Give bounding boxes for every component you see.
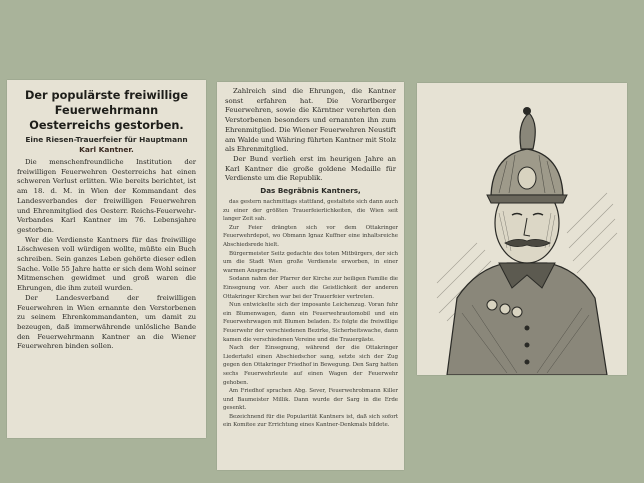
article-headline: Der populärste freiwillige Feuerwehrmann Oesterreichs gestorben. bbox=[25, 89, 188, 132]
article-small-paragraph: Sodann nahm der Pfarrer der Kirche zur heiligen Familie die Einsegnung vor. Aber auch die Geistlichkeit der anderen Ottakringer Kirchen war bei der Trauerfeier vertreten. bbox=[223, 276, 398, 300]
article-small-paragraph: Nun entwickelte sich der imposante Leichenzug. Voran fuhr ein Blumenwagen, dann ein Feuerwehrautomobil und ein Feuerwehrwagen mit Blumen beladen. Es folgte die freiwillige Feuerwehr der verschiedenen Bezirke, Sicherheitswache, dann kamen die verschiedenen Vereine und die Trauergäste. bbox=[223, 302, 398, 343]
article-paragraph: Wer die Verdienste Kantners für das freiwillige Löschwesen voll würdigen wollte, müßte ein Buch schreiben. Sein ganzes Leben gehörte dieser edlen Sache. Volle 55 Jahre hatte er sich dem Wohl seiner Mitmenschen gewidmet und groß waren die Ehrungen, die ihm zuteil wurden. bbox=[17, 235, 196, 293]
article-clipping-left bbox=[7, 80, 206, 438]
article-paragraph: Zahlreich sind die Ehrungen, die Kantner sonst erfahren hat. Die Vorarlberger Feuerwehren, sowie die Kärntner verehrten den Verstorbenen besonders und ernannten ihn zum Ehrenmitglied. Die Wiener Feuerwehren Neustift am Walde und Währing führten Kantner mit Stolz als Ehrenmitglied. bbox=[225, 87, 396, 154]
article-small-paragraph: Nach der Einsegnung, während der die Ottakringer Liedertafel einen Abschiedschor sang, setzte sich der Zug gegen den Ottakringer Friedhof in Bewegung. Den Sarg hatten sechs Feuerwehrleute auf einen Wagen der Feuerwehr gehoben. bbox=[223, 345, 398, 386]
article-clipping-middle bbox=[217, 82, 404, 470]
article-small-paragraph: Bürgermeister Seitz gedachte des toten Mitbürgers, der sich um die Stadt Wien große Verdienste erworben, in einer warmen Ansprache. bbox=[223, 250, 398, 274]
article-small-paragraph: Am Friedhof sprachen Abg. Sever, Feuerwehrobmann Killer und Baumeister Millik. Dann wurde der Sarg in die Erde gesenkt. bbox=[223, 388, 398, 412]
article-small-paragraph: das gestern nachmittags stattfand, gestaltete sich dann auch zu einer der größten Trauerfeierlichkeiten, die Wien seit langer Zeit sah. bbox=[223, 199, 398, 223]
article-paragraph: Der Landesverband der freiwilligen Feuerwehren in Wien ernannte den Verstorbenen zu seinem Ehrenkommandanten, um damit zu bezeugen, daß immerwährende unlösliche Bande den Feuerwehrmann Kantner an die Wiener Feuerwehren binden sollen. bbox=[17, 293, 196, 351]
article-small-paragraph: Bezeichnend für die Popularität Kantners ist, daß sich sofort ein Komitee zur Errichtung eines Kantner-Denkmals bildete. bbox=[223, 413, 398, 429]
article-name-line: Karl Kantner. bbox=[79, 145, 134, 154]
article-subheading: Eine Riesen-Trauerfeier für Hauptmann bbox=[25, 135, 188, 144]
portrait-clipping bbox=[417, 83, 627, 375]
article-paragraph: Die menschenfreundliche Institution der freiwilligen Feuerwehren Oesterreichs hat einen schweren Verlust erlitten. Wie bereits berichtet, ist am 18. d. M. in Wien der Kommandant des Landesverbandes der freiwilligen Feuerwehren und Ehrenmitglied des Oesterr. Reichs-Feuerwehr-Verbandes Karl Kantner im 76. Lebensjahre gestorben. bbox=[17, 158, 196, 234]
article-small-paragraph: Zur Feier drängten sich vor dem Ottakringer Feuerwehrdepot, wo Obmann Ignaz Kuffner eine inhaltsreiche Abschiedsrede hielt. bbox=[223, 224, 398, 248]
section-heading: Das Begräbnis Kantners, bbox=[260, 186, 361, 196]
portrait-illustration bbox=[417, 83, 627, 375]
article-paragraph: Der Bund verlieh erst im heurigen Jahre an Karl Kantner die große goldene Medaille für Verdienste um die Republik. bbox=[225, 154, 396, 183]
